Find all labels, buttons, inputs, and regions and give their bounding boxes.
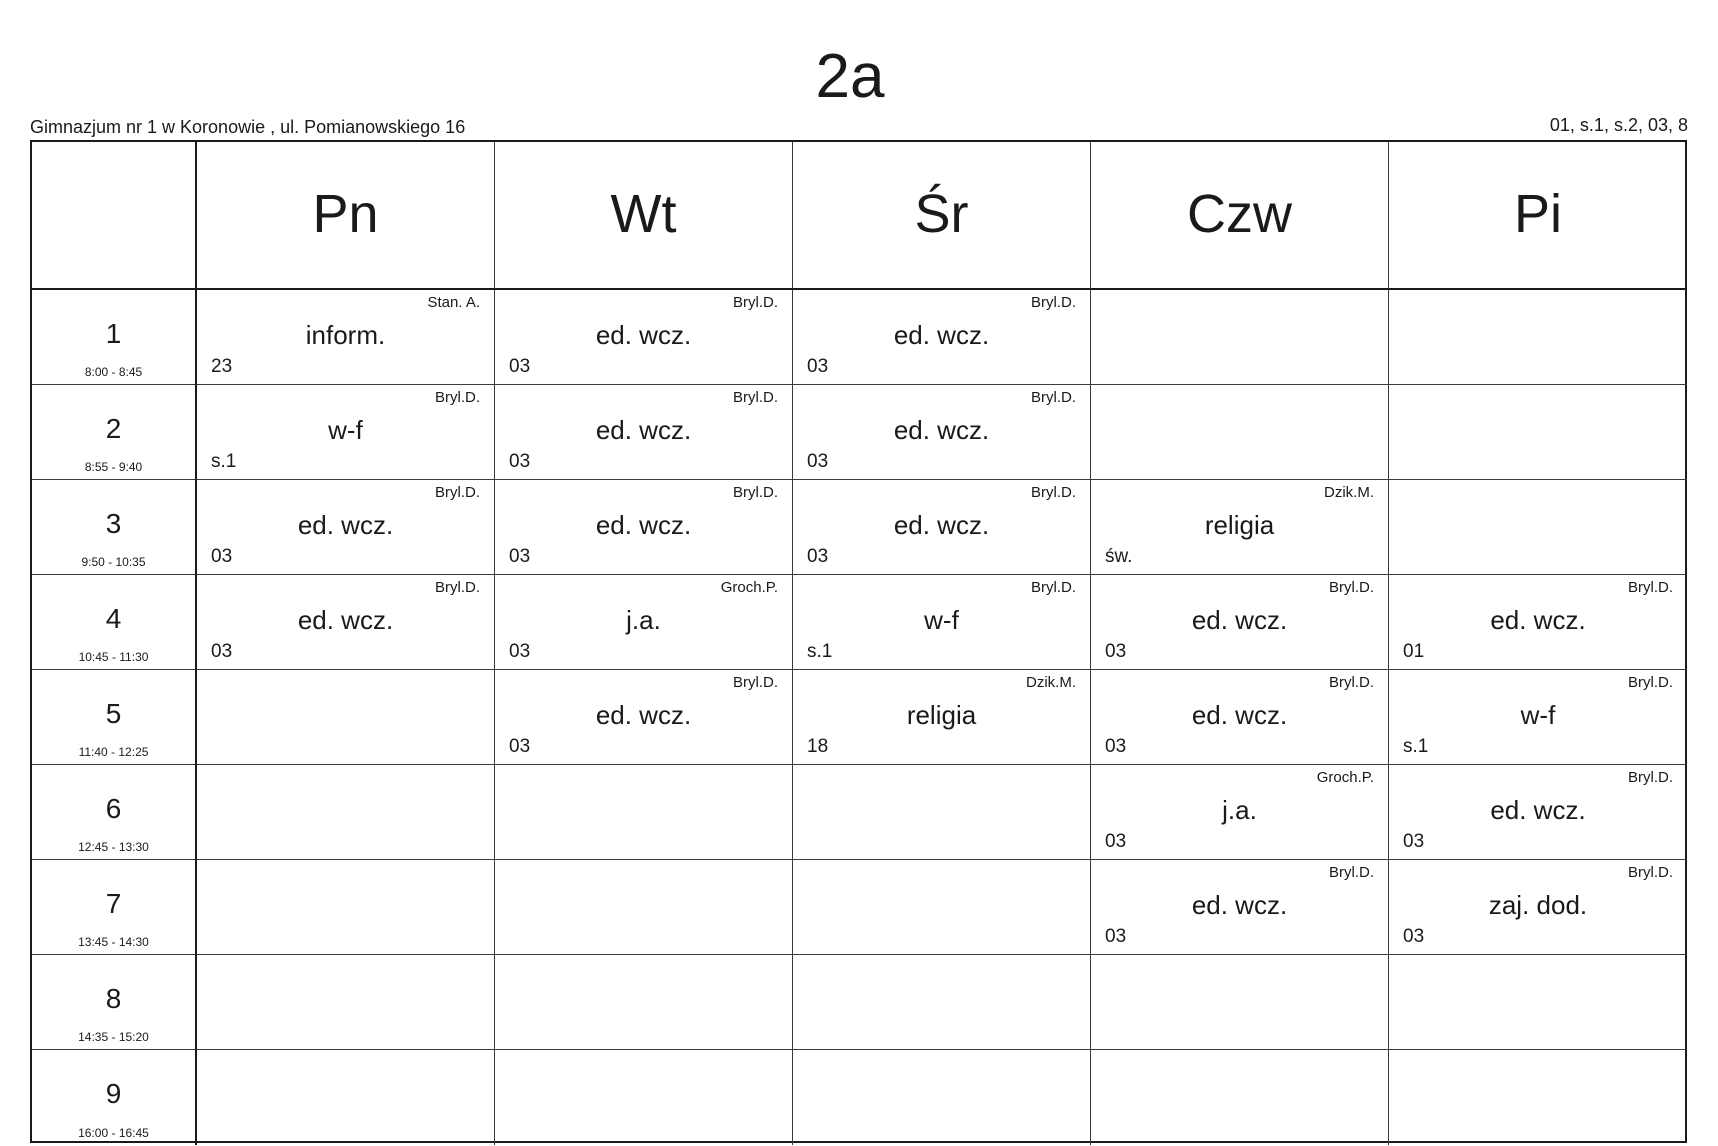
teacher-name: Bryl.D.: [1329, 864, 1374, 881]
timetable-cell: [197, 765, 495, 860]
timetable-cell: [1091, 385, 1389, 480]
teacher-name: Bryl.D.: [733, 294, 778, 311]
lesson-number-cell: [32, 575, 197, 670]
room-number: 03: [1105, 926, 1127, 947]
timetable-cell: [1091, 575, 1389, 670]
timetable-cell: [1389, 385, 1687, 480]
day-label: Śr: [914, 184, 969, 244]
day-header: [1389, 142, 1687, 290]
teacher-name: Bryl.D.: [435, 389, 480, 406]
timetable-cell: [793, 575, 1091, 670]
subject-name: zaj. dod.: [1488, 890, 1588, 920]
school-name: Gimnazjum nr 1 w Koronowie , ul. Pomianowskiego 16: [30, 117, 466, 137]
lesson-number: 9: [105, 1078, 122, 1109]
subject-name: religia: [1204, 510, 1275, 540]
teacher-name: Bryl.D.: [1031, 484, 1076, 501]
room-number: 03: [1105, 831, 1127, 852]
day-label: Wt: [610, 184, 677, 244]
timetable-cell: [793, 955, 1091, 1050]
subject-name: w-f: [1520, 700, 1556, 730]
timetable-cell: [495, 1050, 793, 1145]
lesson-number-cell: [32, 670, 197, 765]
lesson-time: 14:35 - 15:20: [78, 1030, 149, 1044]
timetable-grid: [30, 140, 1687, 1143]
timetable-cell: [495, 480, 793, 575]
teacher-name: Groch.P.: [720, 579, 778, 596]
timetable-cell: [793, 1050, 1091, 1145]
timetable-cell: [793, 765, 1091, 860]
subject-name: ed. wcz.: [297, 605, 394, 635]
teacher-name: Bryl.D.: [1031, 579, 1076, 596]
timetable-cell: [1389, 670, 1687, 765]
lesson-time: 8:00 - 8:45: [84, 365, 143, 379]
teacher-name: Bryl.D.: [1628, 769, 1673, 786]
corner-cell: [32, 142, 197, 290]
room-number: 03: [509, 451, 531, 472]
timetable-cell: [197, 860, 495, 955]
timetable-cell: [793, 860, 1091, 955]
subject-name: ed. wcz.: [1490, 795, 1586, 825]
timetable-cell: [1389, 955, 1687, 1050]
timetable-cell: [197, 670, 495, 765]
room-number: 03: [807, 546, 829, 567]
lesson-number: 7: [105, 888, 122, 919]
subject-name: w-f: [924, 605, 959, 635]
timetable-cell: [1091, 1050, 1389, 1145]
room-number: 18: [807, 736, 829, 757]
day-header: [793, 142, 1091, 290]
room-number: 03: [1105, 736, 1127, 757]
room-number: 03: [1105, 641, 1127, 662]
timetable-cell: [197, 1050, 495, 1145]
timetable-cell: [1091, 480, 1389, 575]
room-number: 03: [509, 356, 531, 377]
timetable-cell: [793, 670, 1091, 765]
timetable-cell: [793, 385, 1091, 480]
timetable-cell: [793, 480, 1091, 575]
lesson-number-cell: [32, 955, 197, 1050]
timetable-cell: [1091, 765, 1389, 860]
teacher-name: Bryl.D.: [1329, 674, 1374, 691]
lesson-time: 11:40 - 12:25: [78, 745, 149, 759]
room-number: s.1: [211, 451, 237, 472]
lesson-time: 13:45 - 14:30: [78, 935, 149, 949]
subject-name: inform.: [305, 320, 386, 350]
class-title: 2a: [815, 42, 885, 111]
subject-name: ed. wcz.: [595, 700, 692, 730]
room-number: św.: [1105, 546, 1133, 567]
lesson-number: 1: [105, 318, 122, 349]
timetable-cell: [495, 670, 793, 765]
day-label: Czw: [1187, 184, 1292, 244]
teacher-name: Groch.P.: [1316, 769, 1374, 786]
lesson-number: 3: [105, 508, 122, 539]
teacher-name: Bryl.D.: [1628, 864, 1673, 881]
timetable-cell: [495, 955, 793, 1050]
teacher-name: Bryl.D.: [1329, 579, 1374, 596]
room-number: 03: [807, 451, 829, 472]
lesson-number-cell: [32, 765, 197, 860]
subject-name: ed. wcz.: [595, 320, 692, 350]
room-number: 03: [807, 356, 829, 377]
subject-name: ed. wcz.: [893, 320, 990, 350]
teacher-name: Bryl.D.: [435, 484, 480, 501]
room-number: 03: [211, 641, 233, 662]
timetable-cell: [1091, 955, 1389, 1050]
rooms-list: 01, s.1, s.2, 03, 8: [1549, 115, 1688, 135]
subject-name: w-f: [328, 415, 363, 445]
timetable-cell: [197, 480, 495, 575]
lesson-time: 9:50 - 10:35: [81, 555, 146, 569]
timetable-cell: [1091, 860, 1389, 955]
timetable-cell: [197, 290, 495, 385]
timetable-cell: [197, 575, 495, 670]
room-number: s.1: [807, 641, 833, 662]
subject-name: ed. wcz.: [1191, 605, 1288, 635]
subject-name: ed. wcz.: [297, 510, 394, 540]
lesson-number: 2: [105, 413, 122, 444]
timetable-cell: [1091, 670, 1389, 765]
teacher-name: Bryl.D.: [733, 389, 778, 406]
timetable-cell: [1389, 290, 1687, 385]
subject-name: ed. wcz.: [893, 510, 990, 540]
room-number: 03: [1403, 831, 1425, 852]
day-header: [197, 142, 495, 290]
subject-name: ed. wcz.: [893, 415, 990, 445]
timetable-cell: [495, 765, 793, 860]
timetable-cell: [793, 290, 1091, 385]
subject-name: j.a.: [1222, 795, 1257, 825]
subject-name: ed. wcz.: [595, 415, 692, 445]
subject-name: ed. wcz.: [595, 510, 692, 540]
timetable-cell: [1389, 1050, 1687, 1145]
teacher-name: Bryl.D.: [733, 484, 778, 501]
subject-name: ed. wcz.: [1191, 700, 1288, 730]
lesson-number-cell: [32, 290, 197, 385]
subject-name: religia: [906, 700, 977, 730]
lesson-number-cell: [32, 385, 197, 480]
timetable-cell: [1389, 575, 1687, 670]
timetable-cell: [197, 385, 495, 480]
lesson-time: 16:00 - 16:45: [78, 1126, 149, 1140]
subject-name: ed. wcz.: [1191, 890, 1288, 920]
room-number: 03: [1403, 926, 1425, 947]
timetable-cell: [1389, 765, 1687, 860]
room-number: 03: [211, 546, 233, 567]
day-label: Pn: [312, 184, 379, 244]
room-number: 03: [509, 546, 531, 567]
subject-name: j.a.: [626, 605, 661, 635]
room-number: 03: [509, 736, 531, 757]
teacher-name: Bryl.D.: [1031, 294, 1076, 311]
timetable-cell: [197, 955, 495, 1050]
room-number: 23: [211, 356, 233, 377]
teacher-name: Bryl.D.: [1031, 389, 1076, 406]
day-label: Pi: [1513, 184, 1562, 244]
teacher-name: Bryl.D.: [1628, 674, 1673, 691]
timetable-cell: [1389, 480, 1687, 575]
lesson-number-cell: [32, 480, 197, 575]
teacher-name: Bryl.D.: [435, 579, 480, 596]
lesson-number-cell: [32, 1050, 197, 1145]
lesson-time: 12:45 - 13:30: [78, 840, 149, 854]
timetable-cell: [495, 385, 793, 480]
lesson-number-cell: [32, 860, 197, 955]
lesson-number: 6: [105, 793, 122, 824]
day-header: [1091, 142, 1389, 290]
timetable-cell: [1389, 860, 1687, 955]
room-number: s.1: [1403, 736, 1429, 757]
teacher-name: Bryl.D.: [1628, 579, 1673, 596]
lesson-time: 8:55 - 9:40: [84, 460, 143, 474]
teacher-name: Stan. A.: [427, 294, 480, 311]
teacher-name: Dzik.M.: [1324, 484, 1374, 501]
room-number: 03: [509, 641, 531, 662]
day-header: [495, 142, 793, 290]
timetable-cell: [495, 860, 793, 955]
timetable-cell: [1091, 290, 1389, 385]
lesson-number: 4: [105, 603, 122, 634]
timetable-cell: [495, 290, 793, 385]
teacher-name: Dzik.M.: [1026, 674, 1076, 691]
lesson-time: 10:45 - 11:30: [78, 650, 149, 664]
subject-name: ed. wcz.: [1490, 605, 1586, 635]
lesson-number: 8: [105, 983, 122, 1014]
timetable-cell: [495, 575, 793, 670]
teacher-name: Bryl.D.: [733, 674, 778, 691]
lesson-number: 5: [105, 698, 122, 729]
room-number: 01: [1403, 641, 1425, 662]
